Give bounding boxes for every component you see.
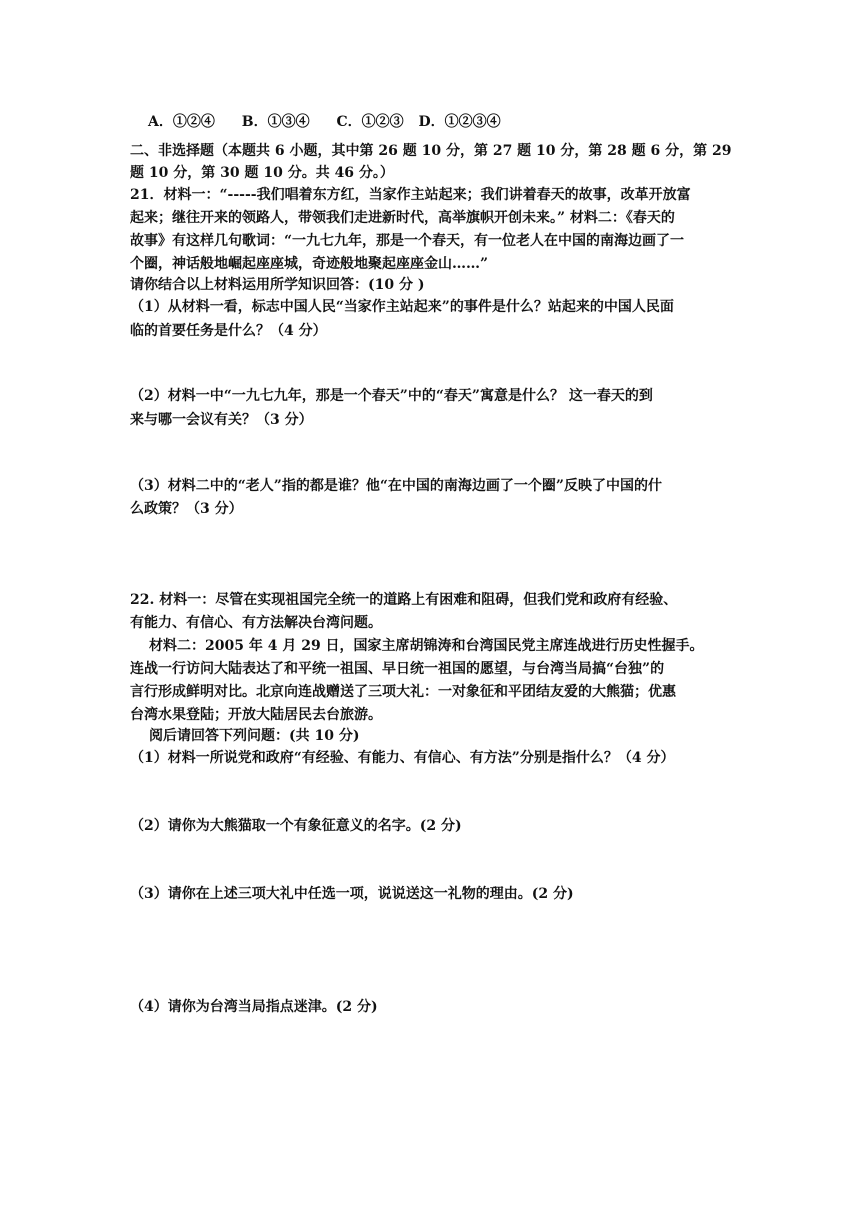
q22-material1-line1: 22. 材料一：尽管在实现祖国完全统一的道路上有困难和阻碍，但我们党和政府有经验、 [130, 592, 678, 608]
option-d: D．①②③④ [418, 114, 501, 130]
q21-material-line3: 故事》有这样几句歌词：“一九七九年，那是一个春天，有一位老人在中国的南海边画了一 [130, 233, 685, 249]
q22-sub4: （4）请你为台湾当局指点迷津。(2 分) [130, 999, 378, 1015]
q22-sub1: （1）材料一所说党和政府“有经验、有能力、有信心、有方法”分别是指什么？（4 分） [130, 750, 675, 766]
section2-heading-line2: 题 10 分，第 30 题 10 分。共 46 分。） [130, 165, 394, 181]
q21-sub3-line1: （3）材料二中的“老人”指的都是谁？他“在中国的南海边画了一个圈”反映了中国的什 [130, 478, 662, 494]
q21-sub2-line2: 来与哪一会议有关？（3 分） [130, 412, 313, 428]
q21-sub2-line1: （2）材料一中“一九七九年，那是一个春天”中的“春天”寓意是什么？ 这一春天的到 [130, 388, 653, 404]
option-a: A．①②④ [148, 114, 215, 130]
q21-material-text1: ．材料一：“-----我们唱着东方红，当家作主站起来；我们讲着春天的故事，改革开放富 [149, 187, 691, 203]
q22-material2-line1: 材料二：2005 年 4 月 29 日，国家主席胡锦涛和台湾国民党主席连战进行历史性握手。 [149, 638, 704, 654]
q21-material-line2: 起来；继往开来的领路人，带领我们走进新时代，高举旗帜开创未来。” 材料二：《春天的 [130, 210, 675, 226]
section2-heading-line1: 二、非选择题（本题共 6 小题，其中第 26 题 10 分，第 27 题 10 分，第 28 题 6 分，第 29 [130, 143, 732, 159]
q21-instruction: 请你结合以上材料运用所学知识回答：(10 分 ) [130, 277, 425, 293]
option-b: B．①③④ [241, 114, 310, 130]
q22-material2-line2: 连战一行访问大陆表达了和平统一祖国、早日统一祖国的愿望，与台湾当局搞“台独”的 [130, 661, 665, 677]
q22-sub2: （2）请你为大熊猫取一个有象征意义的名字。(2 分) [130, 818, 462, 834]
q21-sub1-line2: 临的首要任务是什么？（4 分） [130, 323, 327, 339]
q22-sub3: （3）请你在上述三项大礼中任选一项，说说送这一礼物的理由。(2 分) [130, 886, 574, 902]
answer-options [148, 113, 758, 131]
q22-instruction: 阅后请回答下列问题：(共 10 分) [149, 728, 360, 744]
q21-sub3-line2: 么政策？（3 分） [130, 501, 243, 517]
q22-material2-line3: 言行形成鲜明对比。北京向连战赠送了三项大礼：一对象征和平团结友爱的大熊猫；优惠 [130, 684, 676, 700]
q21-sub1-line1: （1）从材料一看，标志中国人民“当家作主站起来”的事件是什么？站起来的中国人民面 [130, 299, 674, 315]
q22-material2-line4: 台湾水果登陆；开放大陆居民去台旅游。 [130, 707, 382, 723]
q21-material-line1 [130, 186, 740, 204]
q22-material1-line2: 有能力、有信心、有方法解决台湾问题。 [130, 615, 382, 631]
option-c: C．①②③ [336, 114, 404, 130]
q21-material-line4: 个圈，神话般地崛起座座城，奇迹般地聚起座座金山……” [130, 256, 489, 272]
q21-number: 21 [130, 187, 150, 203]
